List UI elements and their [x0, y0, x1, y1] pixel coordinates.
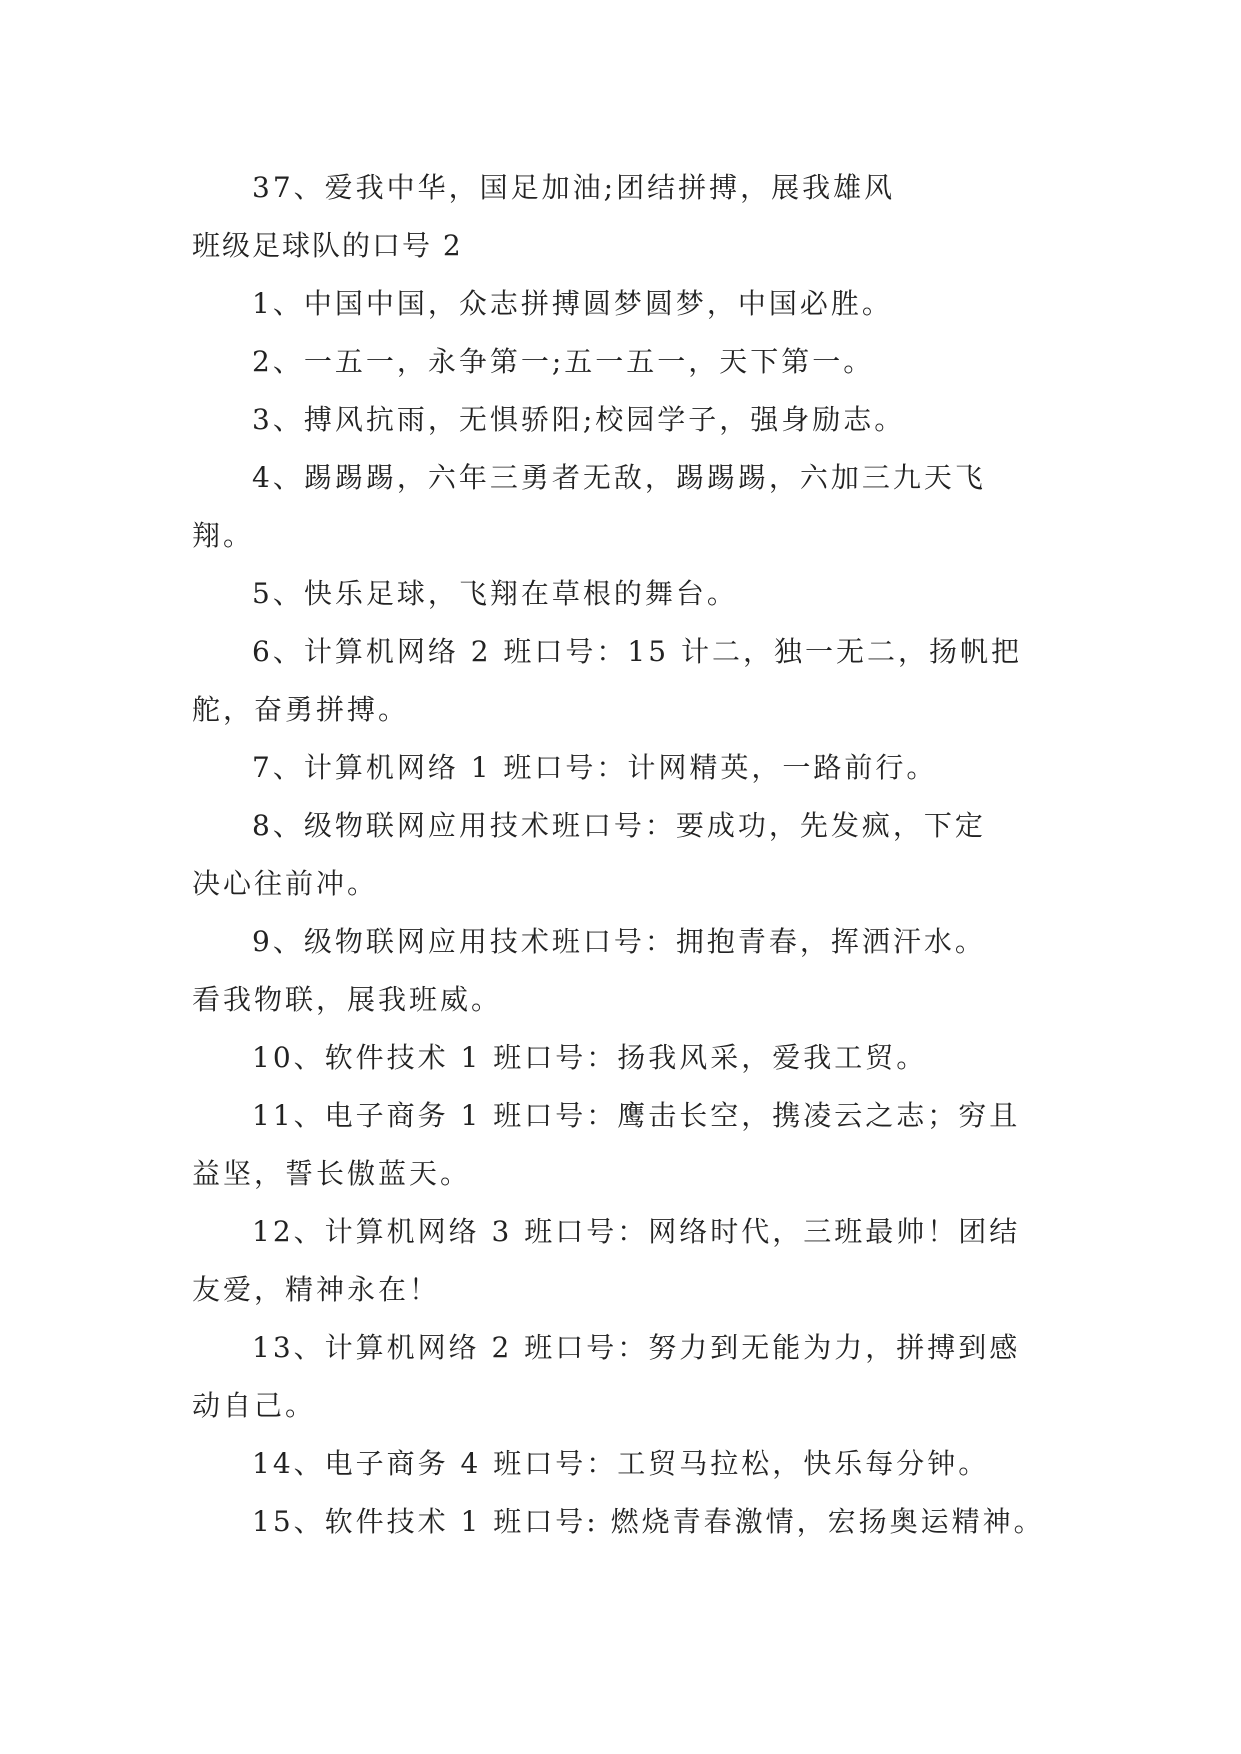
- text-line: 6、计算机网络 2 班口号：15 计二，独一无二，扬帆把: [252, 635, 1022, 668]
- text-line: 15、软件技术 1 班口号: 燃烧青春激情，宏扬奥运精神。: [252, 1505, 1045, 1538]
- text-line: 翔。: [192, 519, 255, 552]
- text-line: 2、一五一，永争第一;五一五一，天下第一。: [252, 345, 875, 378]
- text-line: 37、爱我中华，国足加油;团结拼搏，展我雄风: [252, 171, 896, 204]
- text-line: 10、软件技术 1 班口号：扬我风采，爱我工贸。: [252, 1041, 928, 1074]
- section-heading: 班级足球队的口号 2: [192, 229, 463, 262]
- text-line: 友爱，精神永在！: [192, 1273, 441, 1306]
- text-line: 3、搏风抗雨，无惧骄阳;校园学子，强身励志。: [252, 403, 906, 436]
- text-line: 7、计算机网络 1 班口号：计网精英，一路前行。: [252, 751, 938, 784]
- text-line: 14、电子商务 4 班口号：工贸马拉松，快乐每分钟。: [252, 1447, 990, 1480]
- text-line: 看我物联，展我班威。: [192, 983, 503, 1016]
- text-line: 13、计算机网络 2 班口号：努力到无能为力，拼搏到感: [252, 1331, 1021, 1364]
- text-line: 4、踢踢踢，六年三勇者无敌，踢踢踢，六加三九天飞: [252, 461, 986, 494]
- text-line: 决心往前冲。: [192, 867, 379, 900]
- text-line: 11、电子商务 1 班口号：鹰击长空，携凌云之志；穷且: [252, 1099, 1021, 1132]
- text-line: 5、快乐足球，飞翔在草根的舞台。: [252, 577, 738, 610]
- text-line: 12、计算机网络 3 班口号：网络时代，三班最帅！团结: [252, 1215, 1021, 1248]
- text-line: 益坚，誓长傲蓝天。: [192, 1157, 472, 1190]
- text-line: 8、级物联网应用技术班口号：要成功，先发疯，下定: [252, 809, 986, 842]
- text-line: 1、中国中国，众志拼搏圆梦圆梦，中国必胜。: [252, 287, 893, 320]
- text-line: 动自己。: [192, 1389, 317, 1422]
- document-body: [192, 159, 1056, 1551]
- text-line: 舵，奋勇拼搏。: [192, 693, 410, 726]
- text-line: 9、级物联网应用技术班口号：拥抱青春，挥洒汗水。: [252, 925, 986, 958]
